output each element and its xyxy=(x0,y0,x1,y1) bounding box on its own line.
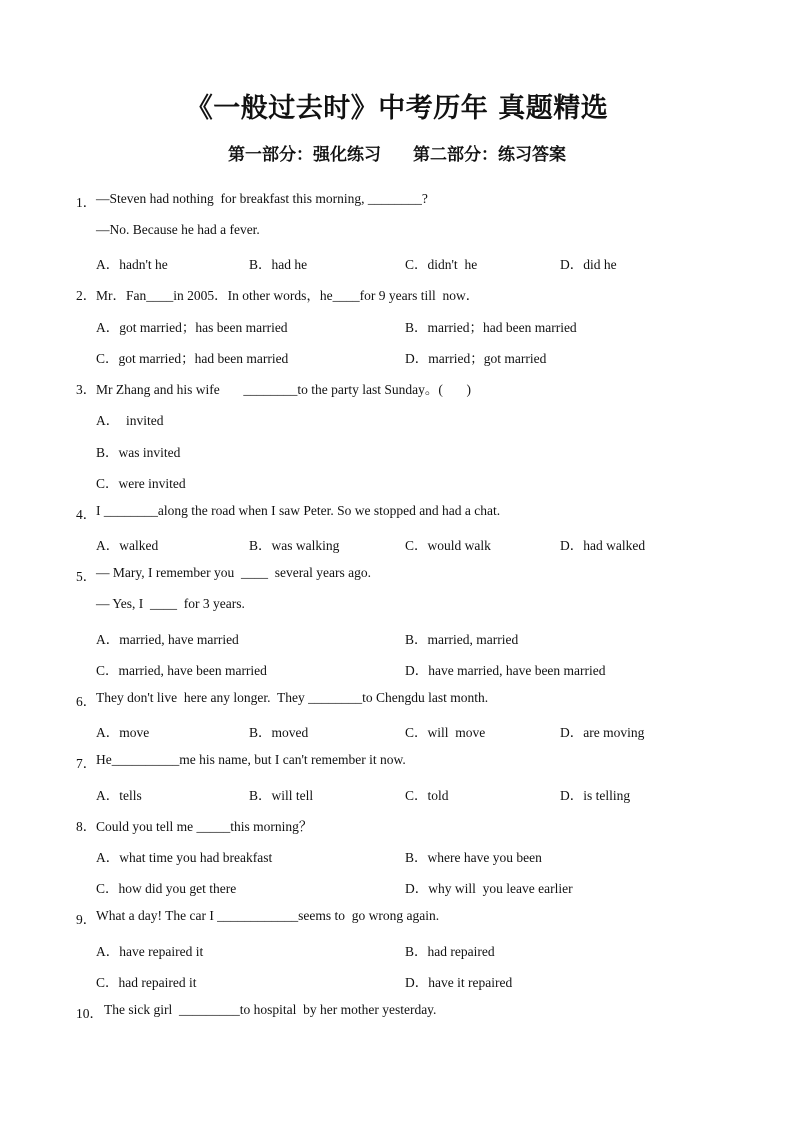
question-number: 9． xyxy=(76,912,97,927)
option-b[interactable]: B．where have you been xyxy=(405,850,542,865)
subtitle-part2: 第二部分：练习答案 xyxy=(413,145,566,165)
question-text: They don't live here any longer. They ________to Chengdu last month. xyxy=(96,690,489,705)
question-number: 10． xyxy=(76,1006,103,1021)
option-a[interactable]: A．married, have married xyxy=(96,632,239,647)
option-b[interactable]: B．will tell xyxy=(249,788,314,803)
option-a[interactable]: A．move xyxy=(96,725,150,740)
option-c[interactable]: C．married, have been married xyxy=(96,663,267,678)
option-a[interactable]: A．got married；has been married xyxy=(96,320,288,335)
subtitle xyxy=(0,140,794,165)
option-c[interactable]: C．got married；had been married xyxy=(96,351,289,366)
option-a[interactable]: A．what time you had breakfast xyxy=(96,850,273,865)
option-c[interactable]: C．told xyxy=(405,788,449,803)
question-text: What a day! The car I ____________seems to go wrong again. xyxy=(96,908,440,923)
option-c[interactable]: C．didn't he xyxy=(405,257,478,272)
option-a[interactable]: A．tells xyxy=(96,788,142,803)
option-a[interactable]: A．walked xyxy=(96,538,159,553)
question-number: 2． xyxy=(76,288,97,303)
option-d[interactable]: D．married；got married xyxy=(405,351,547,366)
subtitle-part1: 第一部分：强化练习 xyxy=(228,145,381,165)
question-number: 4． xyxy=(76,507,97,522)
option-d[interactable]: D．had walked xyxy=(560,538,646,553)
question-text-extra: — Yes, I ____ for 3 years. xyxy=(96,596,245,611)
option-b[interactable]: B．moved xyxy=(249,725,309,740)
question-text: The sick girl _________to hospital by her mother yesterday. xyxy=(104,1002,437,1017)
option-c[interactable]: C．will move xyxy=(405,725,486,740)
option-b[interactable]: B．had repaired xyxy=(405,944,495,959)
option-b[interactable]: B．married；had been married xyxy=(405,320,577,335)
question-number: 1． xyxy=(76,195,97,210)
question-number: 7． xyxy=(76,756,97,771)
option-a[interactable]: A． invited xyxy=(96,413,164,428)
option-b[interactable]: B．had he xyxy=(249,257,308,272)
question-text: —Steven had nothing for breakfast this morning, ________? xyxy=(96,191,428,206)
option-d[interactable]: D．are moving xyxy=(560,725,645,740)
option-d[interactable]: D．have it repaired xyxy=(405,975,513,990)
option-a[interactable]: A．have repaired it xyxy=(96,944,204,959)
option-c[interactable]: C．how did you get there xyxy=(96,881,237,896)
option-d[interactable]: D．is telling xyxy=(560,788,631,803)
question-number: 3． xyxy=(76,382,97,397)
question-number: 6． xyxy=(76,694,97,709)
option-d[interactable]: D．did he xyxy=(560,257,617,272)
question-number: 8． xyxy=(76,819,97,834)
option-b[interactable]: B．was invited xyxy=(96,445,181,460)
option-b[interactable]: B．married, married xyxy=(405,632,519,647)
question-text: Mr Zhang and his wife ________to the party last Sunday。( ) xyxy=(96,382,471,397)
option-c[interactable]: C．would walk xyxy=(405,538,491,553)
option-c[interactable]: C．had repaired it xyxy=(96,975,197,990)
question-text-extra: —No. Because he had a fever. xyxy=(96,222,260,237)
question-text: Could you tell me _____this morning？ xyxy=(96,819,313,834)
page-title: 《一般过去时》中考历年 真题精选 xyxy=(185,93,609,124)
question-text: I ________along the road when I saw Peter. So we stopped and had a chat. xyxy=(96,503,501,518)
option-c[interactable]: C．were invited xyxy=(96,476,186,491)
option-a[interactable]: A．hadn't he xyxy=(96,257,168,272)
question-text: Mr．Fan____in 2005．In other words，he____for 9 years till now． xyxy=(96,288,480,303)
option-b[interactable]: B．was walking xyxy=(249,538,340,553)
question-number: 5． xyxy=(76,569,97,584)
option-d[interactable]: D．have married, have been married xyxy=(405,663,606,678)
option-d[interactable]: D．why will you leave earlier xyxy=(405,881,573,896)
question-text: He__________me his name, but I can't remember it now. xyxy=(96,752,406,767)
question-text: — Mary, I remember you ____ several years ago. xyxy=(96,565,372,580)
